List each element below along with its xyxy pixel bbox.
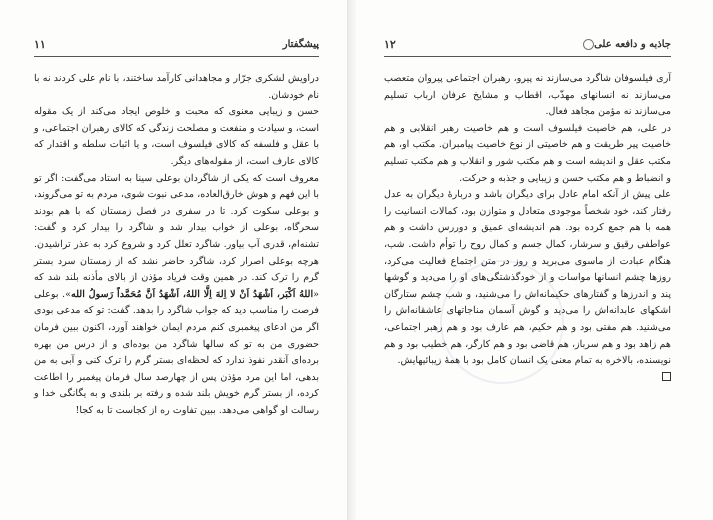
- left-paragraph-1: دراویش لشکری جرّار و مجاهدانی کارآمد ساختند، با نام علی کردند نه با نام خودشان.: [34, 73, 319, 101]
- right-page: [356, 0, 713, 520]
- arabic-call-to-prayer: اللهُ اَکْبَر، اَشْهَدُ اَنْ لا اِلهَ اِلَّا اللهُ، اَشْهَدُ اَنَّ مُحَمَّداً رَسولُ الله: [70, 288, 314, 300]
- right-paragraph-3: علی پیش از آنکه امام عادل برای دیگران باشد و دربارهٔ دیگران به عدل رفتار کند، خود شخصاً موجودی متعادل و متوازن بود، کمالات انسانیت را همه با هم جمع کرده بود. هم اندیشه‌ای عمیق و دوررس داشت و هم عواطفی رقیق و سرشار، کمال جسم و کمال روح را توأم داشت. شب، هنگام عبادت از ماسوی می‌برید و روز در متن اجتماع فعالیت می‌کرد، روزها چشم انسانها مواسات و از خودگذشتگی‌های او را می‌دید و گوشها پند و اندرزها و گفتارهای حکیمانه‌اش را می‌شنید، و شب چشم ستارگان اشکهای عابدانه‌اش را می‌دید و گوش آسمان مناجاتهای عاشقانه‌اش را می‌شنید. هم مفتی بود و هم حکیم، هم عارف بود و هم رهبر اجتماعی، هم زاهد بود و هم سرباز، هم قاضی بود و هم کارگر، هم خطیب بود و هم نویسنده، بالاخره به تمام معنی یک انسان کامل بود با همهٔ زیبائیهایش.: [384, 189, 671, 367]
- right-page-number: ۱۲: [384, 37, 396, 51]
- left-page: [0, 0, 348, 520]
- right-paragraph-1: آری فیلسوفان شاگرد می‌سازند نه پیرو، رهبران اجتماعی پیروان متعصب می‌سازند نه انسانهای مهذّب، اقطاب و مشایخ عرفان ارباب تسلیم می‌سازند نه مؤمن مجاهد فعال.: [384, 73, 671, 118]
- right-header-group: [580, 39, 671, 50]
- honorific-seal-icon: [583, 39, 594, 50]
- book-gutter: [348, 0, 356, 520]
- left-paragraph-2: حسن و زیبایی معنوی که محبت و خلوص ایجاد می‌کند از یک مقوله است، و سیادت و منفعت و مصلحت زندگی که کالای رهبران اجتماعی، و با عقل و فلسفه که کالای فیلسوف است، و یا اثبات سلطه و اقتدار که کالای عارف است، از مقوله‌های دیگر.: [34, 106, 319, 167]
- left-page-header: [34, 34, 319, 57]
- left-paragraph-4-text: ». بوعلی فرصت را مناسب دید که جواب شاگرد را بدهد. گفت: تو که مدعی بودی اگر من ادعای پیغمبری کنم مردم ایمان خواهند آورد، اکنون ببین فرمان حضوری من به تو که سالها شاگرد من بوده‌ای و از درس من بهره برده‌ای آنقدر نفوذ ندارد که لحظه‌ای بستر گرم را ترک کنی و آبی به من بدهی، اما این مرد مؤذن پس از چهارصد سال فرمان پیغمبر را اطاعت کرده، از بستر گرم خویش بلند شده و رفته بر بلندی و به یگانگی خدا و رسالت او گواهی می‌دهد. ببین تفاوت ره از کجاست تا به کجا!: [34, 288, 319, 416]
- left-paragraph-3: [34, 171, 319, 420]
- right-page-header: [384, 34, 671, 57]
- left-page-body: [34, 71, 319, 419]
- end-of-section-square-icon: [662, 372, 671, 381]
- left-header-title: پیشگفتار: [282, 38, 319, 50]
- left-page-number: ۱۱: [34, 37, 46, 51]
- right-page-body: [384, 71, 671, 387]
- left-paragraph-3-text: معروف است که یکی از شاگردان بوعلی سینا به استاد می‌گفت: اگر تو با این فهم و هوش خارق‌العاده، مدعی نبوت شوی، مردم به تو می‌گروند، و بوعلی سکوت کرد. تا در سفری در فصل زمستان که با هم بودند سحرگاه، بوعلی از خواب بیدار شد و شاگرد را بیدار کرد و گفت: تشنه‌ام، قدری آب بیاور. شاگرد تعلل کرد و شروع کرد به عذر تراشیدن. هرچه بوعلی اصرار کرد، شاگرد حاضر نشد که از زمستان سرد بستر گرم را ترک کند. در همین وقت فریاد مؤذن از بالای مأذنه بلند شد که «: [34, 172, 319, 300]
- right-header-title: جاذبه و دافعه علی: [594, 38, 671, 50]
- right-paragraph-2: در علی، هم خاصیت فیلسوف است و هم خاصیت رهبر انقلابی و هم خاصیت پیر طریقت و هم خاصیتی از نوع خاصیت پیامبران. مکتب او، هم مکتب عقل و اندیشه است و هم مکتب شور و انقلاب و هم مکتب تسلیم و انضباط و هم مکتب حسن و زیبایی و جذبه و حرکت.: [384, 122, 671, 184]
